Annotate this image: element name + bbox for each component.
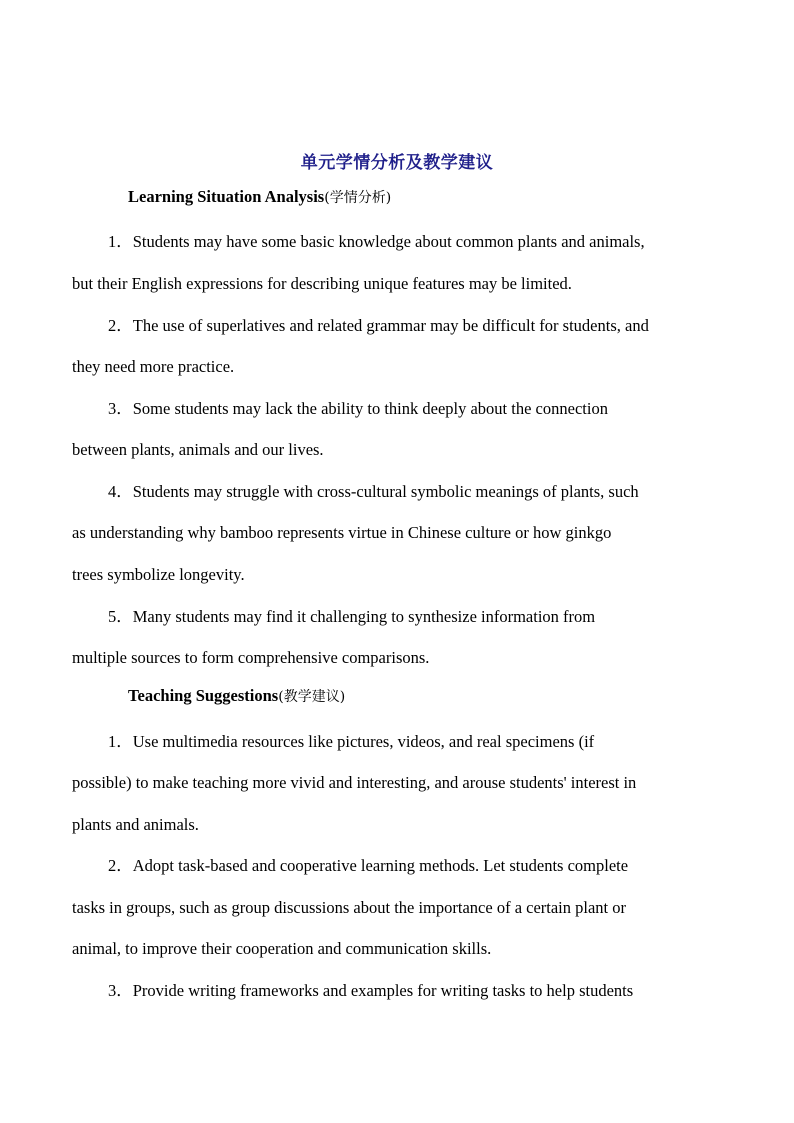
list-item-line	[108, 232, 645, 252]
list-item-line: between plants, animals and our lives.	[72, 440, 324, 459]
list-item-line	[108, 856, 628, 876]
list-item-line	[108, 399, 608, 419]
list-item-line: as understanding why bamboo represents virtue in Chinese culture or how ginkgo	[72, 523, 612, 542]
list-item-number: 1．	[108, 232, 133, 251]
list-item-line: they need more practice.	[72, 357, 235, 376]
list-item-line	[108, 482, 639, 502]
list-item-text: Provide writing frameworks and examples for writing tasks to help students	[132, 981, 634, 1000]
list-item-number: 2．	[108, 856, 133, 875]
list-item-number: 3．	[108, 981, 133, 1000]
section-heading-teaching-suggestions	[128, 686, 345, 706]
list-item-text: Students may struggle with cross-cultural symbolic meanings of plants, such	[132, 482, 639, 501]
page-title: 单元学情分析及教学建议	[300, 153, 494, 173]
list-item-text: Use multimedia resources like pictures, videos, and real specimens (if	[132, 732, 595, 751]
list-item-line: trees symbolize longevity.	[72, 565, 245, 584]
list-item-number: 5．	[108, 607, 133, 626]
list-item-text: Adopt task-based and cooperative learning methods. Let students complete	[132, 856, 629, 875]
section-heading-cn: (教学建议)	[278, 689, 346, 705]
list-item-line: animal, to improve their cooperation and communication skills.	[72, 939, 492, 958]
list-item-line	[108, 607, 595, 627]
section-heading-cn: (学情分析)	[324, 190, 392, 206]
list-item-line: multiple sources to form comprehensive comparisons.	[72, 648, 430, 667]
section-heading-text: Teaching Suggestions	[128, 686, 279, 705]
list-item-number: 4．	[108, 482, 133, 501]
list-item-line: possible) to make teaching more vivid and interesting, and arouse students' interest in	[72, 773, 637, 792]
list-item-line: but their English expressions for describing unique features may be limited.	[72, 274, 572, 293]
list-item-number: 1．	[108, 732, 133, 751]
list-item-text: Many students may find it challenging to synthesize information from	[132, 607, 596, 626]
list-item-line	[108, 316, 649, 336]
list-item-number: 3．	[108, 399, 133, 418]
list-item-line	[108, 981, 633, 1001]
list-item-number: 2．	[108, 316, 133, 335]
list-item-line	[108, 732, 594, 752]
section-heading-text: Learning Situation Analysis	[128, 187, 325, 206]
list-item-text: Some students may lack the ability to think deeply about the connection	[132, 399, 608, 418]
section-heading-learning-situation	[128, 187, 391, 207]
list-item-text: Students may have some basic knowledge about common plants and animals,	[132, 232, 645, 251]
list-item-text: The use of superlatives and related grammar may be difficult for students, and	[132, 316, 649, 335]
list-item-line: plants and animals.	[72, 815, 199, 834]
list-item-line: tasks in groups, such as group discussions about the importance of a certain plant or	[72, 898, 627, 917]
